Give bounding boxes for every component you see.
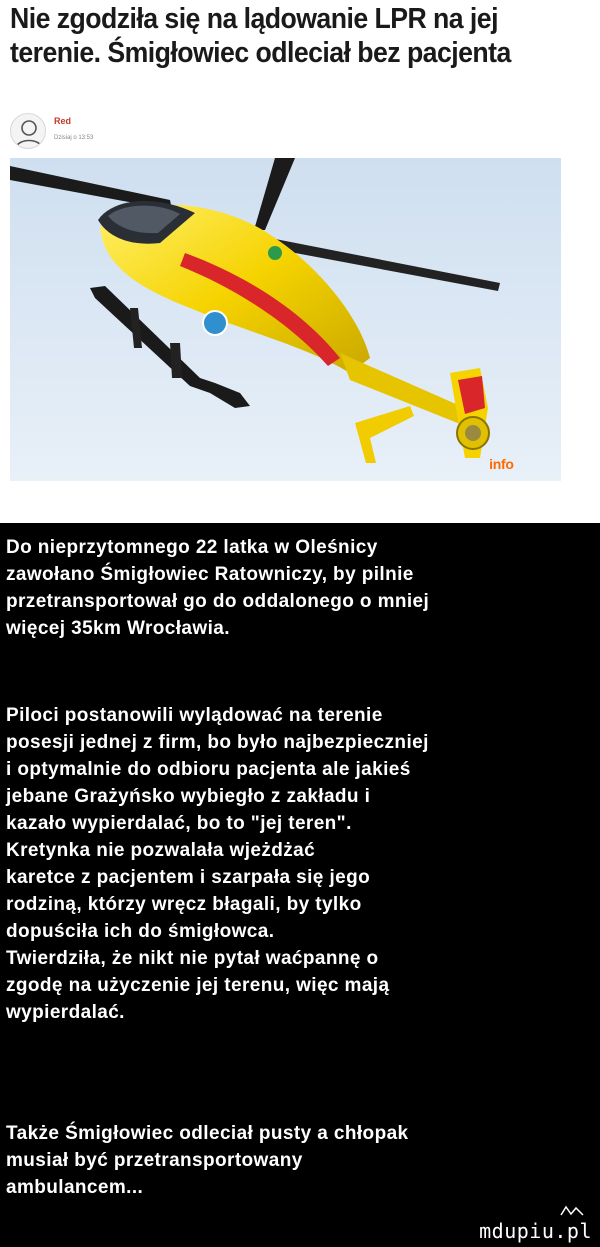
paragraph-1: Do nieprzytomnego 22 latka w Oleśnicy zawołano Śmigłowiec Ratowniczy, by pilnie przetransportował go do oddalonego o mniej więcej 35km Wrocławia. xyxy=(6,537,430,639)
user-icon xyxy=(11,114,46,149)
paragraph-3: Także Śmigłowiec odleciał pusty a chłopak musiał być przetransportowany ambulancem... xyxy=(6,1123,409,1198)
article-photo xyxy=(10,158,561,481)
brand-logo-icon xyxy=(560,1205,584,1217)
publish-date: Dzisiaj o 13:53 xyxy=(54,135,94,141)
photo-watermark: olesnicinfo xyxy=(443,456,514,472)
author-row[interactable] xyxy=(10,113,210,149)
avatar[interactable] xyxy=(10,113,46,149)
article-header xyxy=(0,0,600,158)
helicopter-photo xyxy=(10,158,561,481)
author-name[interactable]: Red xyxy=(54,116,72,126)
site-brand[interactable]: mdupiu.pl xyxy=(479,1219,592,1243)
text-panel xyxy=(0,523,600,1247)
article-headline[interactable]: Nie zgodziła się na lądowanie LPR na jej terenie. Śmigłowiec odleciał bez pacjenta xyxy=(10,3,511,69)
paragraph-2: Piloci postanowili wylądować na terenie posesji jednej z firm, bo było najbezpieczniej i optymalnie do odbioru pacjenta ale jakieś jebane Grażyńsko wybiegło z zakładu i kazało wypierdalać, bo to "jej teren". Kretynka nie pozwalała wjeżdżać karetce z pacjentem i szarpała się jego rodziną, którzy wręcz błagali, by tylko dopuściła ich do śmigłowca. Twierdziła, że nikt nie pytał waćpannę o zgodę na użyczenie jej terenu, więc mają wypierdalać. xyxy=(6,705,429,1023)
